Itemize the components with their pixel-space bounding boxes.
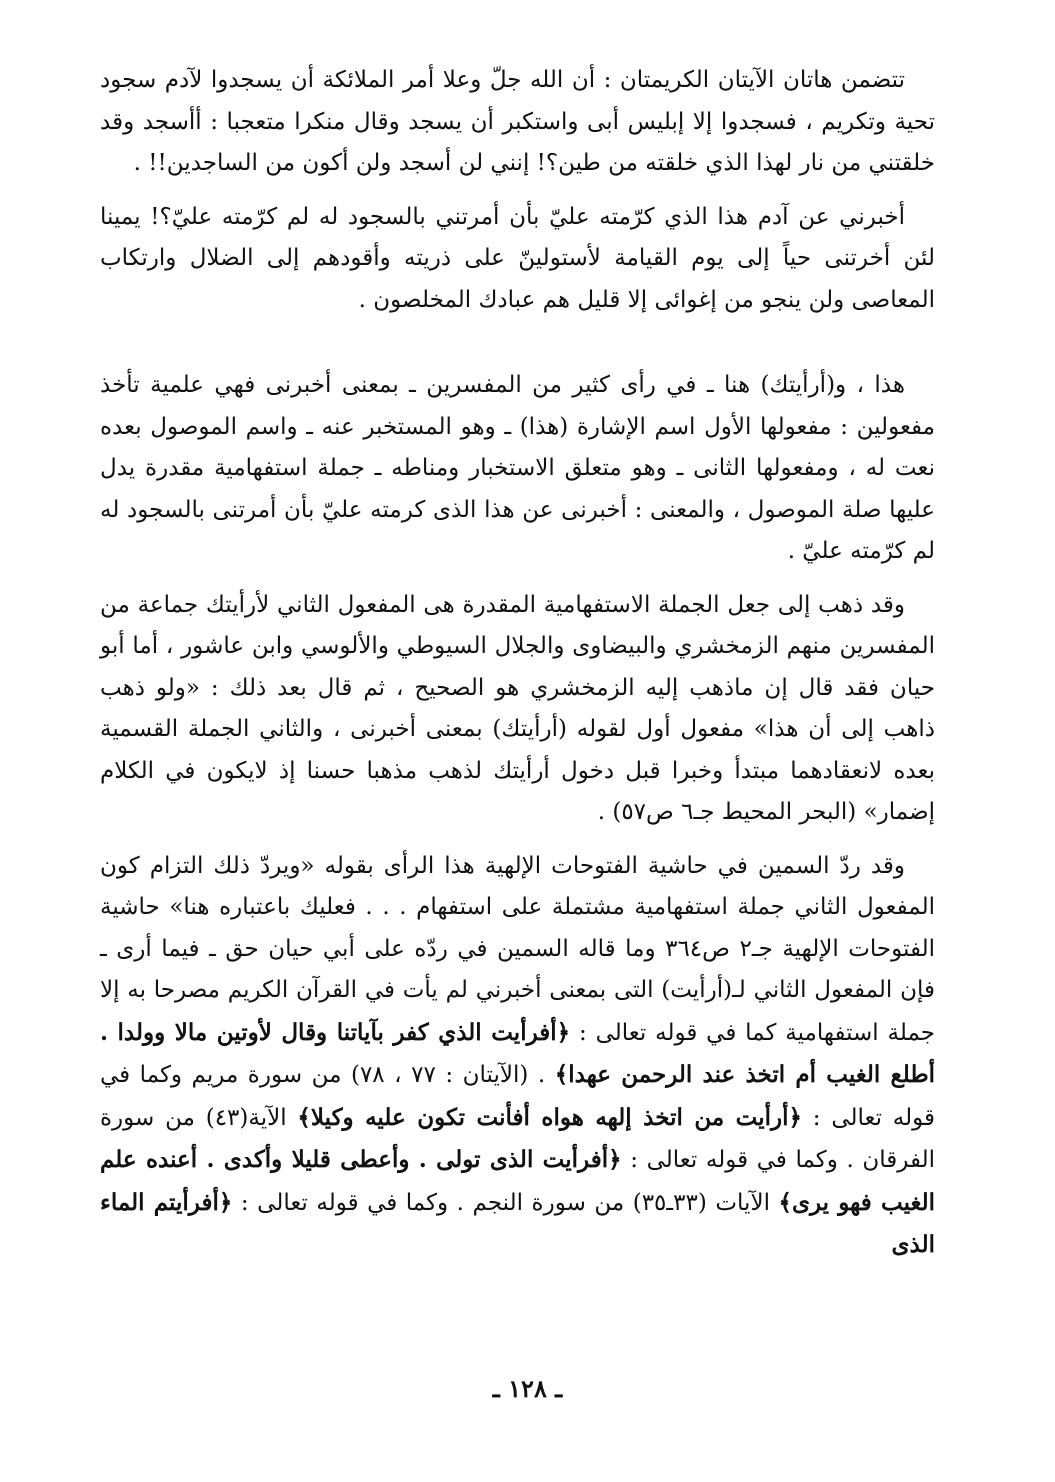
quran-quote-1: ﴿أفرأيت الذي كفر بآياتنا وقال لأوتين مالا وولدا . أطلع الغيب أم اتخذ عند الرحمن عهدا﴾ (100, 1018, 936, 1088)
paragraph-2: أخبرني عن آدم هذا الذي كرّمته عليّ بأن أمرتني بالسجود له لم كرّمته عليّ؟! يمينا لئن أخرتنى حياً إلى يوم القيامة لأستولينّ على ذريته وأقودهم إلى الضلال وارتكاب المعاصى ولن ينجو من إغوائى إلا قليل هم عبادك المخلصون . (100, 203, 935, 313)
paragraph-5-text-c: الآية(٤٣) من سورة الفرقان . وكما في قوله تعالى : (100, 1104, 936, 1173)
quran-quote-2: ﴿أرأيت من اتخذ إلهه هواه أفأنت تكون عليه وكيلا﴾ (297, 1103, 802, 1131)
paragraph-5-text-b: . (الآيتان : ٧٧ ، ٧٨) من سورة مريم وكما في قوله تعالى : (100, 1062, 936, 1131)
page-number: ـ ١٢٨ ـ (492, 1374, 563, 1403)
paragraph-4: وقد ذهب إلى جعل الجملة الاستفهامية المقدرة هى المفعول الثاني لأرأيتك جماعة من المفسرين منهم الزمخشري والبيضاوى والجلال السيوطي والألوسي وابن عاشور ، أما أبو حيان فقد قال إن ماذهب إليه الزمخشري هو الصحيح ، ثم قال بعد ذلك : «ولو ذهب ذاهب إلى أن هذا» مفعول أول لقوله (أرأيتك) بمعنى أخبرنى ، والثاني الجملة القسمية بعده لانعقادهما مبتدأ وخبرا قبل دخول أرأيتك لذهب مذهبا حسنا إذ لايكون في الكلام إضمار» (البحر المحيط جـ٦ ص٥٧) . (100, 591, 935, 825)
quran-quote-3: ﴿أفرأيت الذى تولى . وأعطى قليلا وأكدى . أعنده علم الغيب فهو يرى﴾ (100, 1146, 936, 1216)
paragraph-1: تتضمن هاتان الآيتان الكريمتان : أن الله جلّ وعلا أمر الملائكة أن يسجدوا لآدم سجود تحية وتكريم ، فسجدوا إلا إبليس أبى واستكبر أن يسجد وقال منكرا متعجبا : أأسجد وقد خلقتني من نار لهذا الذي خلقته من طين؟! إنني لن أسجد ولن أكون من الساجدين!! . (100, 67, 935, 176)
body-text (100, 60, 935, 1279)
paragraph-5 (100, 846, 935, 1267)
quran-quote-4: ﴿أفرأيتم الماء الذى (100, 1188, 935, 1258)
paragraph-3: هذا ، و(أرأيتك) هنا ـ في رأى كثير من المفسرين ـ بمعنى أخبرنى فهي علمية تأخذ مفعولين : مفعولها الأول اسم الإشارة (هذا) ـ وهو المستخبر عنه ـ واسم الموصول بعده نعت له ، ومفعولها الثانى ـ وهو متعلق الاستخبار ومناطه ـ جملة استفهامية مقدرة يدل عليها صلة الموصول ، والمعنى : أخبرنى عن هذا الذى كرمته عليّ بأن أمرتنى بالسجود له لم كرّمته عليّ . (100, 372, 935, 564)
paragraph-5-text-a: وقد ردّ السمين في حاشية الفتوحات الإلهية هذا الرأى بقوله «ويردّ ذلك التزام كون المفعول الثاني جملة استفهامية مشتملة على استفهام . . . فعليك باعتباره هنا» حاشية الفتوحات الإلهية جـ٢ ص٣٦٤ وما قاله السمين في ردّه على أبي حيان حق ـ فيما أرى ـ فإن المفعول الثاني لـ(أرأيت) التى بمعنى أخبرني لم يأت في القرآن الكريم مصرحا به إلا جملة استفهامية كما في قوله تعالى : (100, 852, 936, 1046)
paragraph-5-text-d: الآيات (٣٣ـ٣٥) من سورة النجم . وكما في قوله تعالى : (240, 1189, 770, 1216)
